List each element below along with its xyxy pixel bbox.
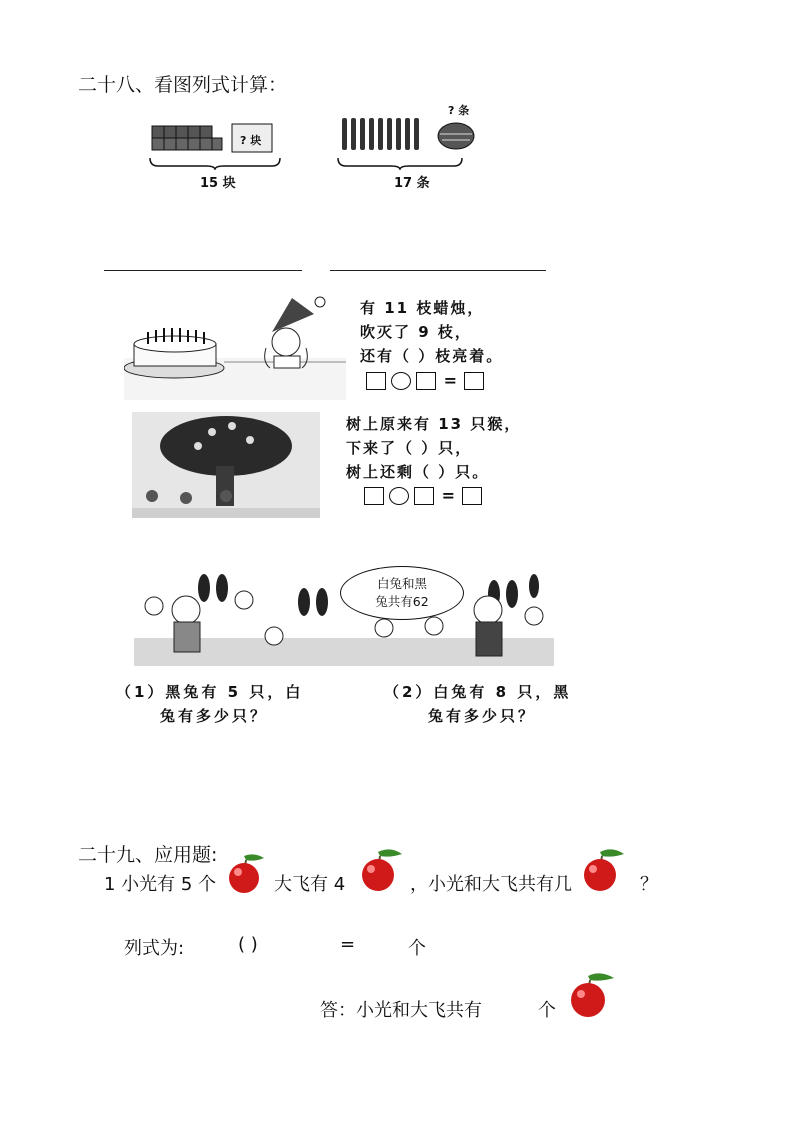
equals-sign: =	[443, 371, 457, 390]
answer-line-a[interactable]	[104, 270, 302, 271]
apple-icon	[224, 850, 270, 900]
speech-bubble	[340, 566, 464, 620]
apple-icon	[578, 846, 628, 898]
candles-problem-text	[360, 296, 503, 368]
candles-line-1: 有 11 枝蜡烛，	[360, 299, 485, 317]
rabbits-picture	[134, 566, 554, 666]
brace-icon	[336, 156, 466, 170]
monkeys-line-2: 下来了（ ）只，	[346, 439, 473, 457]
equation-box[interactable]	[416, 372, 436, 390]
candles-line-3: 还有（ ）枝亮着。	[360, 347, 504, 365]
equation-box[interactable]	[414, 487, 434, 505]
birthday-cake-icon	[124, 292, 346, 400]
unknown-blocks-label: ? 块	[240, 134, 262, 147]
q1-part-3: ，小光和大飞共有几	[410, 874, 572, 895]
apple-icon	[566, 970, 618, 1024]
answer-label: 答：小光和大飞共有	[320, 1000, 482, 1021]
monkeys-line-1: 树上原来有 13 只猴，	[346, 415, 522, 433]
monkeys-equation	[364, 485, 482, 505]
q1-part-4: ？	[640, 874, 658, 895]
apple-icon	[356, 846, 406, 898]
unknown-sticks-label: ? 条	[448, 104, 470, 117]
formula-label: 列式为:	[124, 938, 185, 959]
answer-unit: 个	[538, 1000, 556, 1021]
monkey-tree-picture	[132, 412, 320, 518]
q1-part-1: 1 小光有 5 个	[104, 874, 217, 895]
operator-circle[interactable]	[391, 372, 411, 390]
monkeys-line-3: 树上还剩（ ）只。	[346, 463, 490, 481]
brace-icon	[148, 156, 283, 170]
q2-line-2: 兔有多少只？	[428, 707, 537, 725]
bubble-line-1: 白兔和黑	[376, 576, 427, 591]
formula-equals: =	[340, 934, 356, 955]
formula-unit: 个	[408, 938, 426, 959]
blocks-total-label: 15 块	[200, 176, 236, 191]
formula-paren[interactable]: ( )	[238, 934, 258, 955]
sticks-figure	[336, 100, 486, 190]
operator-circle[interactable]	[389, 487, 409, 505]
candles-equation	[366, 370, 484, 390]
bubble-line-2: 兔共有62	[375, 594, 429, 609]
blocks-icon	[148, 120, 283, 160]
q1-part-2: 大飞有 4	[274, 874, 346, 895]
q1-line-2: 兔有多少只？	[160, 707, 269, 725]
monkeys-problem-text	[346, 412, 521, 484]
blocks-figure	[148, 120, 283, 190]
tree-icon	[132, 412, 320, 518]
equation-box[interactable]	[364, 487, 384, 505]
rabbit-question-2	[384, 680, 571, 728]
equation-box[interactable]	[366, 372, 386, 390]
rabbit-question-1	[116, 680, 303, 728]
section-29-heading: 二十九、应用题:	[78, 844, 218, 866]
candles-picture	[124, 292, 346, 400]
answer-line-b[interactable]	[330, 270, 546, 271]
equals-sign: =	[441, 486, 455, 505]
equation-box[interactable]	[464, 372, 484, 390]
sticks-total-label: 17 条	[394, 176, 430, 191]
sticks-icon	[336, 114, 486, 154]
section-28-heading: 二十八、看图列式计算：	[78, 74, 288, 96]
q2-line-1: （2）白兔有 8 只，黑	[384, 683, 572, 701]
equation-box[interactable]	[462, 487, 482, 505]
q1-line-1: （1）黑兔有 5 只，白	[116, 683, 304, 701]
candles-line-2: 吹灭了 9 枝，	[360, 323, 472, 341]
